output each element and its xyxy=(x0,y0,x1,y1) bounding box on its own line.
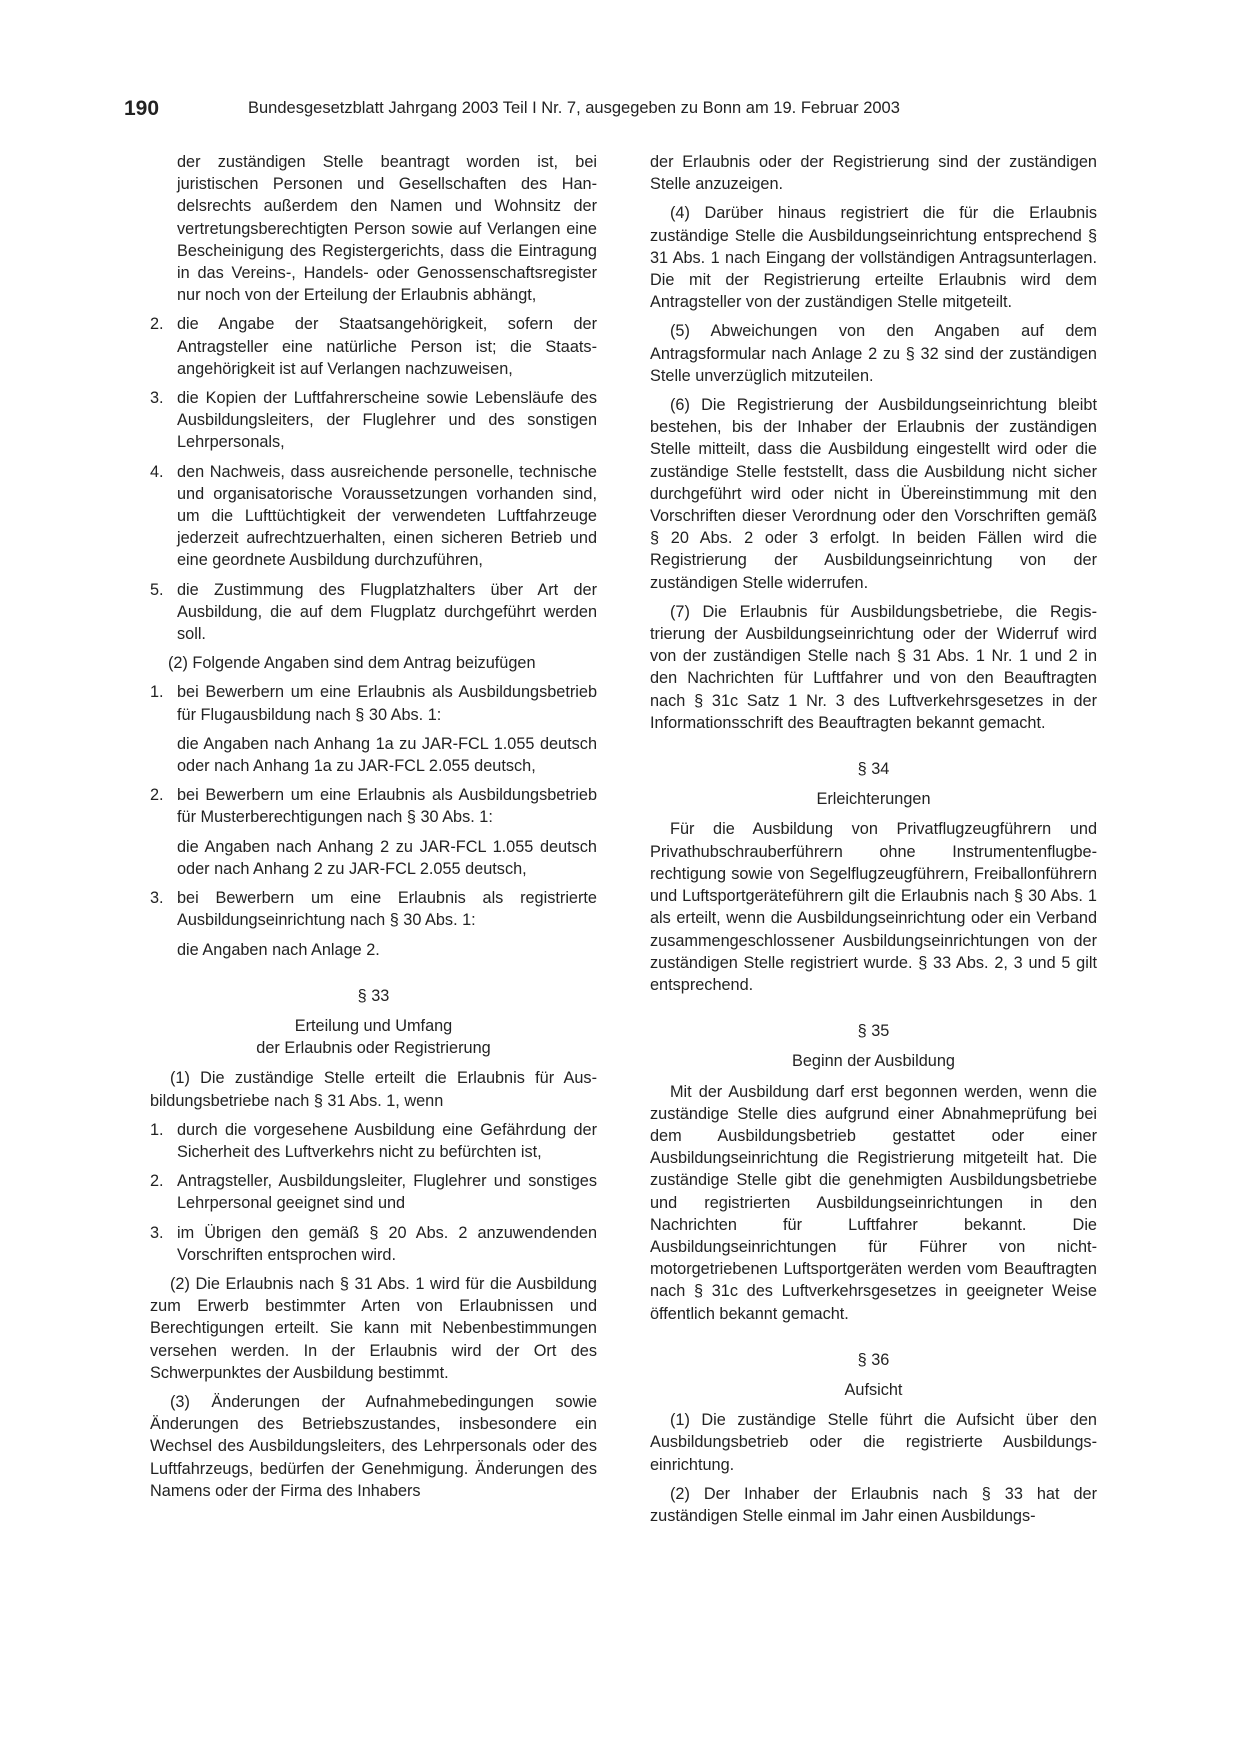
list-text: Antragsteller, Ausbildungsleiter, Fluglehrer und sonstiges Lehrpersonal geeignet sind und xyxy=(177,1172,597,1213)
list-number: 2. xyxy=(150,1172,164,1191)
paragraph-2: (2) Folgende Angaben sind dem Antrag beizufügen xyxy=(168,654,536,673)
list-item xyxy=(150,784,597,828)
list-text: bei Bewerbern um eine Erlaubnis als Ausbildungsbetrieb für Flugausbildung nach § 30 Abs. 1: xyxy=(177,683,597,724)
section-title xyxy=(150,1015,597,1059)
list-item xyxy=(150,1222,597,1266)
section-title: Aufsicht xyxy=(844,1380,903,1399)
paragraph: Für die Ausbildung von Privatflugzeugführern und Privathubschrauberführern ohne Instrumentenflugberechtigung sowie von Segelflugzeugführern, Freiballonführern und Luftsportgeräteführern gilt die Erlaubnis nach § 30 Abs. 1 als erteilt, wenn die Ausbildungseinrichtung oder ein Verband zusammengeschlossener Ausbildungseinrichtungen von der zuständigen Stelle registriert wurde. § 33 Abs. 2, 3 und 5 gilt entsprechend. xyxy=(650,820,1097,994)
list-number: 3. xyxy=(150,889,164,908)
running-head: Bundesgesetzblatt Jahrgang 2003 Teil I Nr. 7, ausgegeben zu Bonn am 19. Februar 2003 xyxy=(248,99,900,117)
list-number: 1. xyxy=(150,1120,164,1139)
list-number: 2. xyxy=(150,786,164,805)
section-title-line: Erteilung und Umfang xyxy=(294,1016,453,1035)
list-text: die Kopien der Luftfahrerscheine sowie Lebensläufe des Ausbildungsleiters, der Fluglehrer und des sonstigen Lehrpersonals, xyxy=(177,389,597,452)
section-number: § 35 xyxy=(857,1022,890,1041)
paragraph: (2) Der Inhaber der Erlaubnis nach § 33 hat der zuständigen Stelle einmal im Jahr einen Ausbildungs- xyxy=(650,1484,1097,1525)
list-subtext: die Angaben nach Anhang 1a zu JAR-FCL 1.055 deutsch oder nach Anhang 1a zu JAR-FCL 2.055 deutsch, xyxy=(177,734,597,776)
paragraph: (1) Die zuständige Stelle erteilt die Erlaubnis für Ausbildungsbetriebe nach § 31 Abs. 1, wenn xyxy=(150,1069,597,1110)
section-number: § 33 xyxy=(357,986,390,1005)
paragraph: (3) Änderungen der Aufnahmebedingungen sowie Änderungen des Betriebszustandes, insbesondere ein Wechsel des Ausbildungsleiters, des Lehrpersonals oder des Luftfahrzeugs, bedürfen der Genehmigung. Änderungen des Namens oder der Firma des Inhabers xyxy=(150,1392,597,1500)
section-title-line: der Erlaubnis oder Registrierung xyxy=(256,1039,491,1058)
list-item xyxy=(150,387,597,454)
paragraph: (2) Die Erlaubnis nach § 31 Abs. 1 wird für die Ausbildung zum Erwerb bestimmter Arten von Erlaubnissen und Berechtigungen erteilt. Sie kann mit Nebenbestimmungen versehen werden. In der Erlaubnis wird der Ort des Schwerpunktes der Ausbildung bestimmt. xyxy=(150,1274,597,1382)
list-item xyxy=(150,1119,597,1163)
section-title: Erleichterungen xyxy=(816,790,931,809)
list-text: bei Bewerbern um eine Erlaubnis als registrierte Ausbildungseinrichtung nach § 30 Abs. 1: xyxy=(177,889,597,930)
list-text: bei Bewerbern um eine Erlaubnis als Ausbildungsbetrieb für Musterberechtigungen nach § 30 Abs. 1: xyxy=(177,786,597,827)
page-number: 190 xyxy=(124,97,160,120)
list-number: 2. xyxy=(150,315,164,334)
list-subtext: die Angaben nach Anhang 2 zu JAR-FCL 1.055 deutsch oder nach Anhang 2 zu JAR-FCL 2.055 deutsch, xyxy=(177,837,597,878)
section-number: § 34 xyxy=(857,760,890,779)
list-text: die Zustimmung des Flugplatzhalters über Art der Ausbildung, die auf dem Flugplatz durchgeführt werden soll. xyxy=(177,580,597,644)
list-text: die Angabe der Staatsangehörigkeit, sofern der Antragsteller eine natürliche Person ist; die Staatsangehörigkeit ist auf Verlangen nachzuweisen, xyxy=(177,315,597,378)
list-text: durch die vorgesehene Ausbildung eine Gefährdung der Sicherheit des Luftverkehrs nicht zu befürchten ist, xyxy=(177,1120,597,1161)
list-item xyxy=(150,887,597,931)
paragraph: (7) Die Erlaubnis für Ausbildungsbetriebe, die Registrierung der Ausbildungseinrichtung oder der Widerruf wird von der zuständigen Stelle nach § 31 Abs. 1 Nr. 1 und 2 in den Nachrichten für Luftfahrer und von den Beauftragten nach § 31c Satz 1 Nr. 3 des Luftverkehrsgesetzes in der Informationsschrift des Beauftragten bekannt gemacht. xyxy=(650,602,1097,732)
list-number: 5. xyxy=(150,580,164,599)
section-title: Beginn der Ausbildung xyxy=(792,1052,955,1071)
paragraph: (1) Die zuständige Stelle führt die Aufsicht über den Ausbildungsbetrieb oder die registrierte Ausbildungseinrichtung. xyxy=(650,1411,1097,1474)
section-number: § 36 xyxy=(857,1350,890,1369)
list-text: im Übrigen den gemäß § 20 Abs. 2 anzuwendenden Vorschriften entsprochen wird. xyxy=(177,1223,597,1264)
list-number: 1. xyxy=(150,683,164,702)
paragraph: (6) Die Registrierung der Ausbildungseinrichtung bleibt bestehen, bis der Inhaber der Erlaubnis der zuständigen Stelle mitteilt, dass die Ausbildung eingestellt wird oder die zuständige Stelle feststellt, dass die Ausbildung nicht sicher durchgeführt wird oder nicht in Übereinstimmung mit den Vorschriften dieser Verordnung oder den Vorschriften gemäß § 20 Abs. 2 oder 3 erfolgt. In beiden Fällen wird die Registrierung der Ausbildungseinrichtung von der zuständigen Stelle widerrufen. xyxy=(650,396,1097,592)
left-column xyxy=(150,151,597,1509)
list-number: 4. xyxy=(150,462,164,481)
list-number: 3. xyxy=(150,1223,164,1242)
list-item-continuation: der zuständigen Stelle beantragt worden ist, bei juristischen Personen und Gesellschaften des Handelsrechts außerdem den Namen und Wohnsitz der vertretungsberechtigten Person sowie auf Verlangen eine Bescheinigung des Registergerichts, dass die Eintragung in das Vereins-, Handels- oder Genossenschaftsregister nur noch von der Erteilung der Erlaubnis abhängt, xyxy=(177,153,597,305)
list-item xyxy=(150,313,597,380)
right-column xyxy=(650,151,1097,1534)
list-number: 3. xyxy=(150,389,164,408)
list-item xyxy=(150,681,597,725)
paragraph: (5) Abweichungen von den Angaben auf dem Antragsformular nach Anlage 2 zu § 32 sind der zuständigen Stelle unverzüglich mitzuteilen. xyxy=(650,322,1097,385)
list-item xyxy=(150,461,597,572)
paragraph: (4) Darüber hinaus registriert die für die Erlaubnis zuständige Stelle die Ausbildungseinrichtung entsprechend § 31 Abs. 1 nach Eingang der vollständigen Antragsunterlagen. Die mit der Registrierung erteilte Erlaubnis wird dem Antragsteller von der zuständigen Stelle mitgeteilt. xyxy=(650,204,1097,312)
list-text: den Nachweis, dass ausreichende personelle, technische und organisatorische Voraussetzungen vorhanden sind, um die Lufttüchtigkeit der verwendeten Luftfahrzeuge jederzeit aufrechtzuerhalten, einen sicheren Betrieb und eine geordnete Ausbildung durchzuführen, xyxy=(177,462,597,570)
paragraph-continuation: der Erlaubnis oder der Registrierung sind der zuständigen Stelle anzuzeigen. xyxy=(650,153,1097,194)
list-item xyxy=(150,579,597,646)
list-subtext: die Angaben nach Anlage 2. xyxy=(177,940,380,959)
paragraph: Mit der Ausbildung darf erst begonnen werden, wenn die zuständige Stelle dies aufgrund einer Abnahmeprüfung bei dem Ausbildungsbetrieb gestattet oder einer Ausbildungseinrichtung die Registrierung mitgeteilt hat. Die zuständige Stelle gibt die genehmigten Ausbildungsbetriebe und registrierten Ausbildungseinrichtungen in den Nachrichten für Luftfahrer bekannt. Die Ausbildungseinrichtungen für Führer von nichtmotorgetriebenen Luftsportgeräten werden vom Beauftragten nach § 31c des Luftverkehrsgesetzes in geeigneter Weise öffentlich bekannt gemacht. xyxy=(650,1082,1097,1323)
list-item xyxy=(150,1170,597,1214)
